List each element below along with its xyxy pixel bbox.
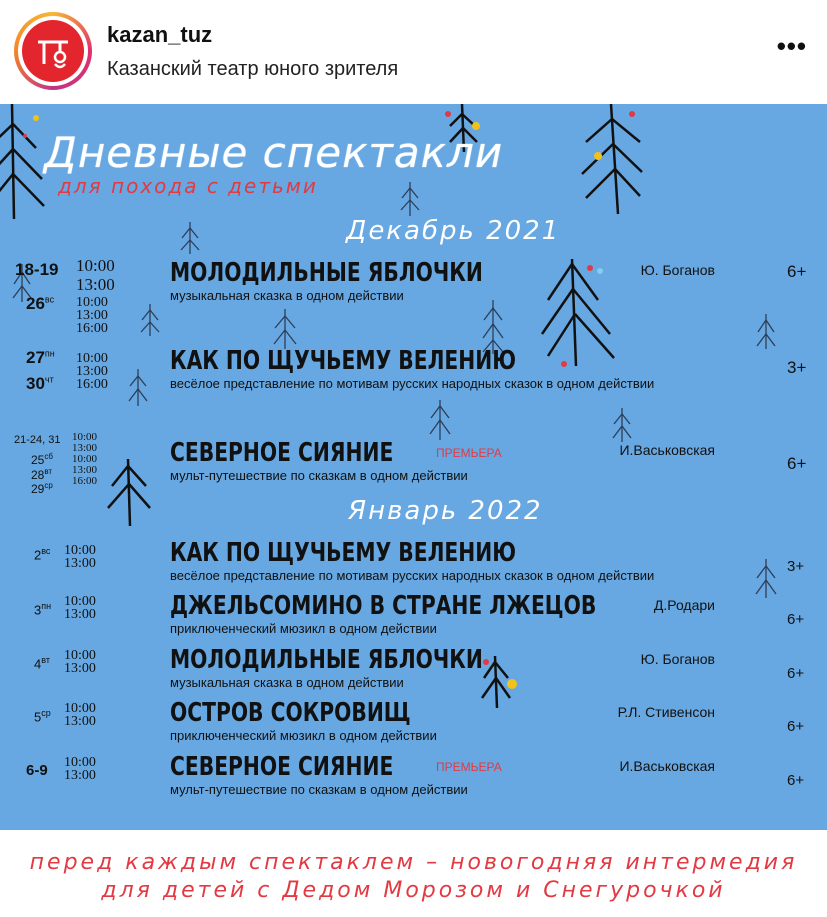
post-header: [0, 0, 827, 104]
show-time: 10:00: [72, 431, 98, 443]
weekday-label: ср: [44, 481, 53, 490]
show-time: 10:00: [64, 755, 96, 770]
show-title: КАК ПО ЩУЧЬЕМУ ВЕЛЕНИЮ: [170, 346, 517, 376]
premiere-label: ПРЕМЬЕРА: [436, 760, 502, 774]
show-author: Ю. Боганов: [640, 651, 715, 667]
age-rating: 6+: [787, 454, 807, 473]
show-date: 27: [26, 348, 45, 367]
show-time: 13:00: [76, 364, 108, 379]
footer-line-2: для детей с Дедом Морозом и Снегурочкой: [101, 878, 726, 903]
show-title: МОЛОДИЛЬНЫЕ ЯБЛОЧКИ: [170, 258, 483, 288]
show-description: весёлое представление по мотивам русских народных сказок в одном действии: [170, 376, 655, 391]
show-time: 10:00: [72, 453, 98, 465]
show-time: 16:00: [76, 377, 108, 392]
show-description: мульт-путешествие по сказкам в одном действии: [170, 782, 468, 797]
show-title: СЕВЕРНОЕ СИЯНИЕ: [170, 752, 394, 782]
profile-subtitle: Казанский театр юного зрителя: [107, 58, 399, 80]
show-author: Ю. Боганов: [640, 262, 715, 278]
show-time: 16:00: [76, 321, 108, 336]
age-rating: 6+: [787, 665, 805, 682]
show-date: 2: [34, 547, 42, 563]
month-january: Январь 2022: [348, 496, 543, 526]
show-date: 18-19: [15, 260, 59, 279]
age-rating: 6+: [787, 718, 805, 735]
show-time: 13:00: [64, 556, 96, 571]
show-time: 10:00: [64, 701, 96, 716]
show-title: МОЛОДИЛЬНЫЕ ЯБЛОЧКИ: [170, 645, 483, 675]
weekday-label: ср: [41, 708, 51, 718]
weekday-label: пн: [41, 601, 52, 611]
show-description: музыкальная сказка в одном действии: [170, 288, 404, 303]
show-time: 13:00: [64, 607, 96, 622]
show-time: 10:00: [76, 256, 115, 275]
avatar[interactable]: [14, 12, 92, 90]
premiere-label: ПРЕМЬЕРА: [436, 446, 502, 460]
theatre-logo-icon: [22, 20, 84, 82]
show-time: 13:00: [72, 442, 98, 454]
show-description: музыкальная сказка в одном действии: [170, 675, 404, 690]
show-date: 25: [31, 453, 45, 467]
weekday-label: вс: [41, 546, 51, 556]
show-description: приключенческий мюзикл в одном действии: [170, 621, 437, 636]
show-time: 13:00: [72, 464, 98, 476]
show-description: мульт-путешествие по сказкам в одном действии: [170, 468, 468, 483]
show-time: 10:00: [64, 594, 96, 609]
show-date: 4: [34, 656, 42, 672]
show-date: 3: [34, 602, 42, 618]
show-time: 10:00: [64, 648, 96, 663]
show-title: ОСТРОВ СОКРОВИЩ: [170, 698, 411, 728]
show-date: 21-24, 31: [14, 434, 61, 446]
show-time: 13:00: [64, 661, 96, 676]
show-date: 6-9: [26, 762, 48, 779]
weekday-label: вт: [41, 655, 50, 665]
show-time: 13:00: [76, 308, 108, 323]
show-date: 30: [26, 374, 45, 393]
age-rating: 6+: [787, 611, 805, 628]
show-title: ДЖЕЛЬСОМИНО В СТРАНЕ ЛЖЕЦОВ: [170, 591, 597, 621]
show-author: И.Васьковская: [619, 442, 715, 458]
more-options-icon[interactable]: •••: [776, 31, 807, 61]
show-author: Д.Родари: [653, 597, 715, 613]
show-date: 26: [26, 294, 45, 313]
weekday-label: чт: [44, 374, 54, 385]
weekday-label: вс: [44, 294, 55, 305]
weekday-label: вт: [44, 467, 53, 476]
show-author: И.Васьковская: [619, 758, 715, 774]
weekday-label: пн: [44, 348, 55, 359]
show-date: 28: [31, 468, 45, 482]
age-rating: 6+: [787, 262, 807, 281]
poster-footer: [0, 830, 827, 917]
username[interactable]: kazan_tuz: [107, 22, 213, 47]
show-time: 13:00: [76, 275, 115, 294]
show-time: 10:00: [76, 351, 108, 366]
poster-title: Дневные спектакли: [44, 128, 504, 177]
age-rating: 3+: [787, 358, 807, 377]
show-time: 10:00: [76, 295, 108, 310]
weekday-label: сб: [44, 452, 53, 461]
show-time: 10:00: [64, 543, 96, 558]
poster-subtitle: для похода с детьми: [58, 174, 318, 198]
show-title: СЕВЕРНОЕ СИЯНИЕ: [170, 438, 394, 468]
show-date: 5: [34, 709, 42, 725]
age-rating: 6+: [787, 772, 805, 789]
poster-image: [0, 104, 827, 830]
age-rating: 3+: [787, 558, 805, 575]
show-date: 29: [31, 482, 45, 496]
show-time: 16:00: [72, 475, 98, 487]
show-title: КАК ПО ЩУЧЬЕМУ ВЕЛЕНИЮ: [170, 538, 517, 568]
show-author: Р.Л. Стивенсон: [617, 704, 715, 720]
show-time: 13:00: [64, 768, 96, 783]
footer-line-1: перед каждым спектаклем – новогодняя интермедия: [29, 850, 798, 875]
show-description: приключенческий мюзикл в одном действии: [170, 728, 437, 743]
christmas-trees-decoration: [0, 104, 827, 830]
show-description: весёлое представление по мотивам русских народных сказок в одном действии: [170, 568, 655, 583]
show-time: 13:00: [64, 714, 96, 729]
month-december: Декабрь 2021: [346, 216, 561, 246]
